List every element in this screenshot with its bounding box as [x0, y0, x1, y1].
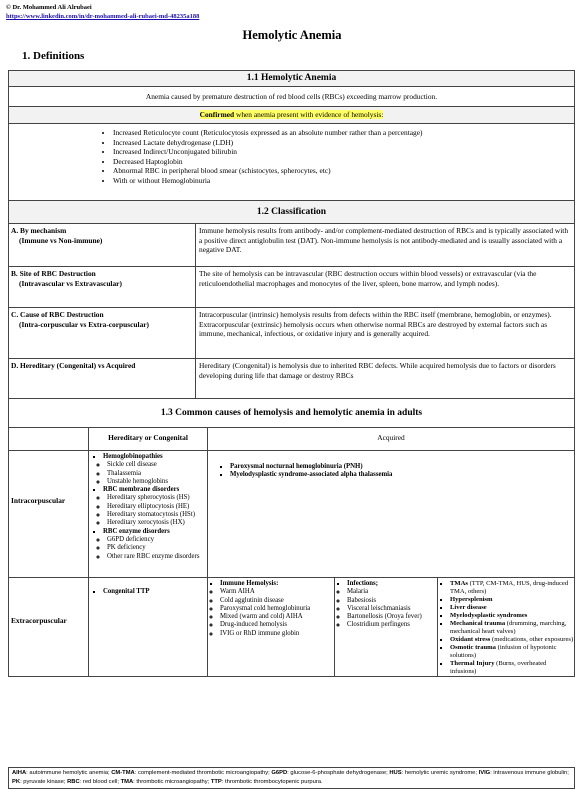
s13-corner-cell [8, 427, 89, 451]
group-title: Infections; [347, 580, 378, 587]
s11-confirmed [8, 106, 575, 124]
list-item: ◦ Unstable hemoglobins [107, 478, 207, 486]
item-detail: (TTP, CM-TMA, HUS, drug-induced TMA, others) [450, 580, 569, 595]
intra-hereditary-cell [88, 450, 208, 578]
list-item: ◦ Clostridium perfingens [347, 621, 437, 629]
item-detail: (drumming, marching, mechanical heart valves) [450, 620, 567, 635]
s12-heading: 1.2 Classification [8, 200, 575, 224]
abbr-definition: : thrombotic microangiopathy; [133, 779, 211, 785]
list-item [450, 612, 574, 620]
extra-other-cell [437, 577, 575, 677]
item-detail: (medications, other exposures) [490, 636, 574, 643]
col-hereditary: Hereditary or Congenital [88, 427, 208, 451]
list-item [450, 644, 574, 660]
abbr-term: TTP [210, 779, 222, 785]
item-bold: TMAs [450, 580, 468, 587]
item-bold: Hypersplenism [450, 596, 493, 603]
abbr-definition: : complement-mediated thrombotic microangiopathy; [134, 770, 272, 776]
list-item [220, 580, 334, 638]
abbr-term: G6PD [271, 770, 288, 776]
list-item: ◦ Babesiosis [347, 597, 437, 605]
classification-text-1: The site of hemolysis can be intravascular (RBC destruction occurs within blood vessels) or extravascular (via the reticuloendothelial macrophages and monocytes of the liver, spleen, bone marrow, and lymph nodes). [195, 266, 575, 308]
s11-evidence-list [8, 123, 575, 201]
list-item [450, 604, 574, 612]
list-item: ▪ Myelodysplastic syndrome-associated alpha thalassemia [230, 471, 574, 479]
abbr-definition: : autoimmune hemolytic anemia; [26, 770, 112, 776]
classification-subtitle: (Intravascular vs Extravascular) [19, 278, 122, 288]
classification-text-0: Immune hemolysis results from antibody- and/or complement-mediated destruction of RBCs and is typically associated with a positive direct antiglobulin test (DAT). Non-immune hemolysis is not antibody-mediated and is usually associated with a negative DAT. [195, 223, 575, 267]
item-detail: (Burns, overheated infusions) [450, 660, 547, 675]
list-item: ▪ Paroxysmal nocturnal hemoglobinuria (PNH) [230, 463, 574, 471]
item-bold: Osmotic trauma [450, 644, 496, 651]
list-item: ◦ Hereditary xerocytosis (HX) [107, 519, 207, 527]
row-intracorpuscular: Intracorpuscular [8, 450, 89, 578]
list-item [450, 636, 574, 644]
extra-immune-cell [207, 577, 335, 677]
abbr-term: PK [12, 779, 21, 785]
group-title: RBC enzyme disorders [103, 527, 170, 535]
abbr-definition: : red blood cell; [79, 779, 121, 785]
s11-heading: 1.1 Hemolytic Anemia [8, 70, 575, 87]
list-item: ◦ Bartonellosis (Oroya fever) [347, 613, 437, 621]
list-item: ◦ Cold agglutinin disease [220, 597, 334, 605]
page-title: Hemolytic Anemia [242, 28, 342, 42]
confirmed-bold: Confirmed [199, 110, 235, 119]
list-item: ◦ Visceral leischmaniasis [347, 605, 437, 613]
list-item [103, 528, 207, 561]
list-item: • With or without Hemoglobinuria [113, 176, 574, 186]
classification-text-2: Intracorpuscular (intrinsic) hemolysis results from defects within the RBC itself (membrane, hemoglobin, or enzymes). Extracorpuscular (extrinsic) hemolysis occurs when otherwise normal RBCs are destroyed by external factors such as immune, mechanical, infectious, or oxidative injury and is generally acquired. [195, 307, 575, 359]
section-heading-definitions: 1. Definitions [22, 50, 85, 62]
list-item: ◦ Mixed (warm and cold) AIHA [220, 613, 334, 621]
list-item [103, 453, 207, 486]
list-item: ◦ Other rare RBC enzyme disorders [107, 553, 207, 561]
s13-heading: 1.3 Common causes of hemolysis and hemolytic anemia in adults [8, 398, 575, 428]
row-extracorpuscular: Extracorpuscular [8, 577, 89, 677]
copyright-icon: © [6, 4, 11, 11]
classification-title: C. Cause of RBC Destruction [11, 310, 104, 319]
list-item: ▪ Congenital TTP [103, 588, 207, 596]
list-item: ◦ PK deficiency [107, 544, 207, 552]
author-name: Dr. Mohammed Ali Alrubaei [12, 4, 92, 11]
item-bold: Liver disease [450, 604, 487, 611]
classification-label-1 [8, 266, 196, 308]
list-item [450, 596, 574, 604]
abbreviations-footer [8, 767, 575, 789]
classification-label-3 [8, 358, 196, 399]
list-item [450, 580, 574, 596]
abbr-definition: : glucose-6-phosphate dehydrogenase; [287, 770, 390, 776]
classification-subtitle: (Immune vs Non-immune) [19, 235, 103, 245]
classification-label-0 [8, 223, 196, 267]
abbr-term: TMA [120, 779, 134, 785]
linkedin-link[interactable]: https://www.linkedin.com/in/dr-mohammed-ali-rubaei-md-48235a188 [6, 13, 200, 20]
intra-acquired-cell [207, 450, 575, 578]
list-item [103, 486, 207, 527]
classification-label-2 [8, 307, 196, 359]
item-bold: Oxidant stress [450, 636, 491, 643]
list-item: ◦ Hereditary spherocytosis (HS) [107, 494, 207, 502]
abbr-definition: : thrombotic thrombocytopenic purpura. [221, 779, 323, 785]
item-bold: Thermal Injury [450, 660, 495, 667]
classification-text-3: Hereditary (Congenital) is hemolysis due to inherited RBC defects. While acquired hemolysis due to factors or disorders developing during life that damage or destroy RBCs [195, 358, 575, 399]
list-item: • Increased Lactate dehydrogenase (LDH) [113, 138, 574, 148]
list-item: ◦ Malaria [347, 588, 437, 596]
extra-hereditary-cell [88, 577, 208, 677]
classification-title: B. Site of RBC Destruction [11, 269, 96, 278]
list-item: • Decreased Haptoglobin [113, 157, 574, 167]
list-item: ◦ G6PD deficiency [107, 536, 207, 544]
confirmed-rest: when anemia present with evidence of hemolysis: [234, 110, 384, 119]
author-line [6, 4, 92, 11]
list-item: • Increased Reticulocyte count (Reticulocytosis expressed as an absolute number rather than a percentage) [113, 128, 574, 138]
abbr-term: RBC [67, 779, 80, 785]
list-item: • Increased Indirect/Unconjugated bilirubin [113, 147, 574, 157]
abbr-term: CM-TMA [111, 770, 135, 776]
list-item: ◦ Paroxysmal cold hemoglobinuria [220, 605, 334, 613]
list-item: ◦ Thalassemia [107, 470, 207, 478]
abbr-term: IVIG [478, 770, 491, 776]
list-item: ◦ IVIG or RhD immune globin [220, 630, 334, 638]
list-item: ◦ Warm AIHA [220, 588, 334, 596]
list-item: ◦ Hereditary stomatocytosis (HSt) [107, 511, 207, 519]
item-bold: Mechanical trauma [450, 620, 506, 627]
group-title: RBC membrane disorders [103, 486, 180, 494]
extra-infection-cell [334, 577, 438, 677]
abbr-definition: : intravenous immune globulin; [490, 770, 569, 776]
s11-definition: Anemia caused by premature destruction of red blood cells (RBCs) exceeding marrow production. [8, 86, 575, 107]
item-bold: Myelodysplastic syndromes [450, 612, 528, 619]
abbr-definition: : hemolytic uremic syndrome; [401, 770, 479, 776]
list-item: ◦ Sickle cell disease [107, 461, 207, 469]
item-detail: (infusion of hypotonic solutions) [450, 644, 557, 659]
group-title: Immune Hemolysis: [220, 580, 279, 587]
abbr-definition: : pyruvate kinase; [20, 779, 68, 785]
list-item [347, 580, 437, 630]
list-item: ◦ Drug-induced hemolysis [220, 621, 334, 629]
classification-title: A. By mechanism [11, 226, 67, 235]
list-item: ◦ Hereditary elliptocytosis (HE) [107, 503, 207, 511]
list-item [450, 660, 574, 676]
abbr-term: AIHA [12, 770, 27, 776]
classification-title: D. Hereditary (Congenital) vs Acquired [11, 361, 136, 370]
group-title: Hemoglobinopathies [103, 453, 163, 460]
classification-subtitle: (Intra-corpuscular vs Extra-corpuscular) [19, 319, 150, 329]
list-item: • Abnormal RBC in peripheral blood smear (schistocytes, spherocytes, etc) [113, 166, 574, 176]
list-item [450, 620, 574, 636]
col-acquired: Acquired [207, 427, 575, 451]
abbr-term: HUS [389, 770, 402, 776]
